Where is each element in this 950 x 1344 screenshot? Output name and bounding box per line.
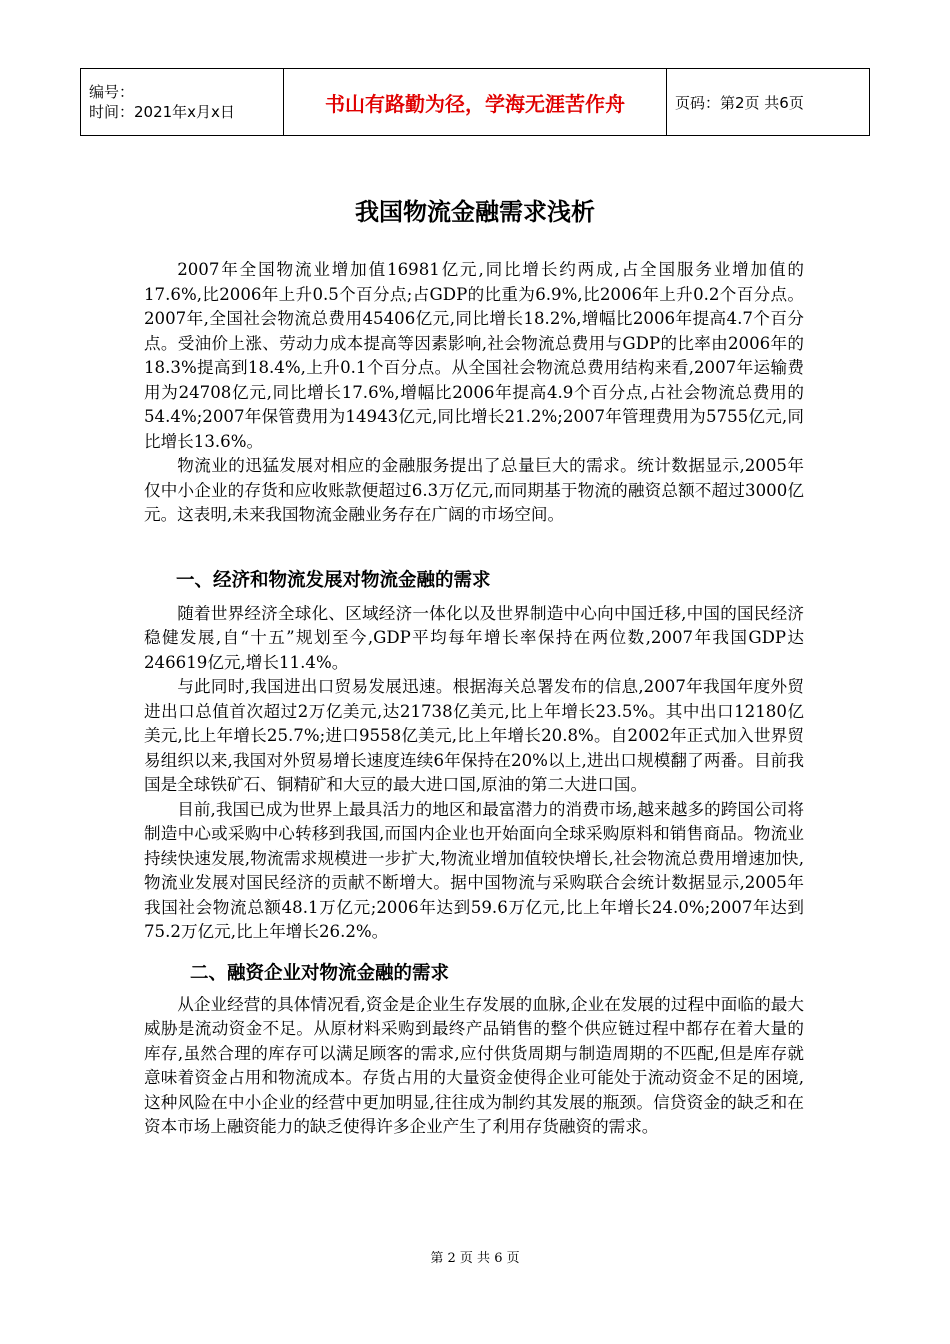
document-title: 我国物流金融需求浅析 — [355, 198, 595, 226]
section-1-paragraph-2: 与此同时,我国进出口贸易发展迅速。根据海关总署发布的信息,2007年我国年度外贸进出口总值首次超过2万亿美元,达21738亿美元,比上年增长23.5%。其中出口12180亿美元,比上年增长25.7%;进口9558亿美元,比上年增长20.8%。自2002年正式加入世界贸易组织以来,我国对外贸易增长速度连续6年保持在20%以上,进出口规模翻了两番。目前我国是全球铁矿石、铜精矿和大豆的最大进口国,原油的第二大进口国。 — [144, 677, 804, 794]
intro-paragraph-2: 物流业的迅猛发展对相应的金融服务提出了总量巨大的需求。统计数据显示,2005年仅中小企业的存货和应收账款便超过6.3万亿元,而同期基于物流的融资总额不超过3000亿元。这表明,未来我国物流金融业务存在广阔的市场空间。 — [144, 456, 804, 524]
header-page-info: 页码：第2页 共6页 — [667, 69, 870, 136]
document-number-label: 编号： — [89, 83, 135, 101]
section-2-heading: 二、融资企业对物流金融的需求 — [190, 962, 450, 984]
section-1-paragraph-3: 目前,我国已成为世界上最具活力的地区和最富潜力的消费市场,越来越多的跨国公司将制造中心或采购中心转移到我国,而国内企业也开始面向全球采购原料和销售商品。物流业持续快速发展,物流需求规模进一步扩大,物流业增加值较快增长,社会物流总费用增速加快,物流业发展对国民经济的贡献不断增大。据中国物流与采购联合会统计数据显示,2005年我国社会物流总额48.1万亿元;2006年达到59.6万亿元,比上年增长24.0%;2007年达到75.2万亿元,比上年增长26.2%。 — [144, 799, 804, 941]
section-2-paragraph-1: 从企业经营的具体情况看,资金是企业生存发展的血脉,企业在发展的过程中面临的最大威胁是流动资金不足。从原材料采购到最终产品销售的整个供应链过程中都存在着大量的库存,虽然合理的库存可以满足顾客的需求,应付供货周期与制造周期的不匹配,但是库存就意味着资金占用和物流成本。存货占用的大量资金使得企业可能处于流动资金不足的困境,这种风险在中小企业的经营中更加明显,往往成为制约其发展的瓶颈。信贷资金的缺乏和在资本市场上融资能力的缺乏使得许多企业产生了利用存货融资的需求。 — [144, 994, 804, 1136]
intro-paragraph-1: 2007年全国物流业增加值16981亿元,同比增长约两成,占全国服务业增加值的17.6%,比2006年上升0.5个百分点;占GDP的比重为6.9%,比2006年上升0.2个百分点。2007年,全国社会物流总费用45406亿元,同比增长18.2%,增幅比2006年提高4.7个百分点。受油价上涨、劳动力成本提高等因素影响,社会物流总费用与GDP的比率由2006年的18.3%提高到18.4%,上升0.1个百分点。从全国社会物流总费用结构来看,2007年运输费用为24708亿元,同比增长17.6%,增幅比2006年提高4.9个百分点,占社会物流总费用的54.4%;2007年保管费用为14943亿元,同比增长21.2%;2007年管理费用为5755亿元,同比增长13.6%。 — [144, 260, 804, 451]
header-table — [80, 68, 870, 136]
document-date-label: 时间：2021年x月x日 — [89, 103, 235, 121]
header-motto: 书山有路勤为径，学海无涯苦作舟 — [284, 69, 667, 136]
page-footer: 第 2 页 共 6 页 — [430, 1251, 520, 1266]
document-body — [144, 258, 804, 1140]
section-1-paragraph-1: 随着世界经济全球化、区域经济一体化以及世界制造中心向中国迁移,中国的国民经济稳健发展,自“十五”规划至今,GDP平均每年增长率保持在两位数,2007年我国GDP达 246619亿元,增长11.4%。 — [144, 603, 804, 672]
section-1-heading: 一、经济和物流发展对物流金融的需求 — [176, 569, 491, 591]
header-left-cell — [81, 69, 284, 136]
